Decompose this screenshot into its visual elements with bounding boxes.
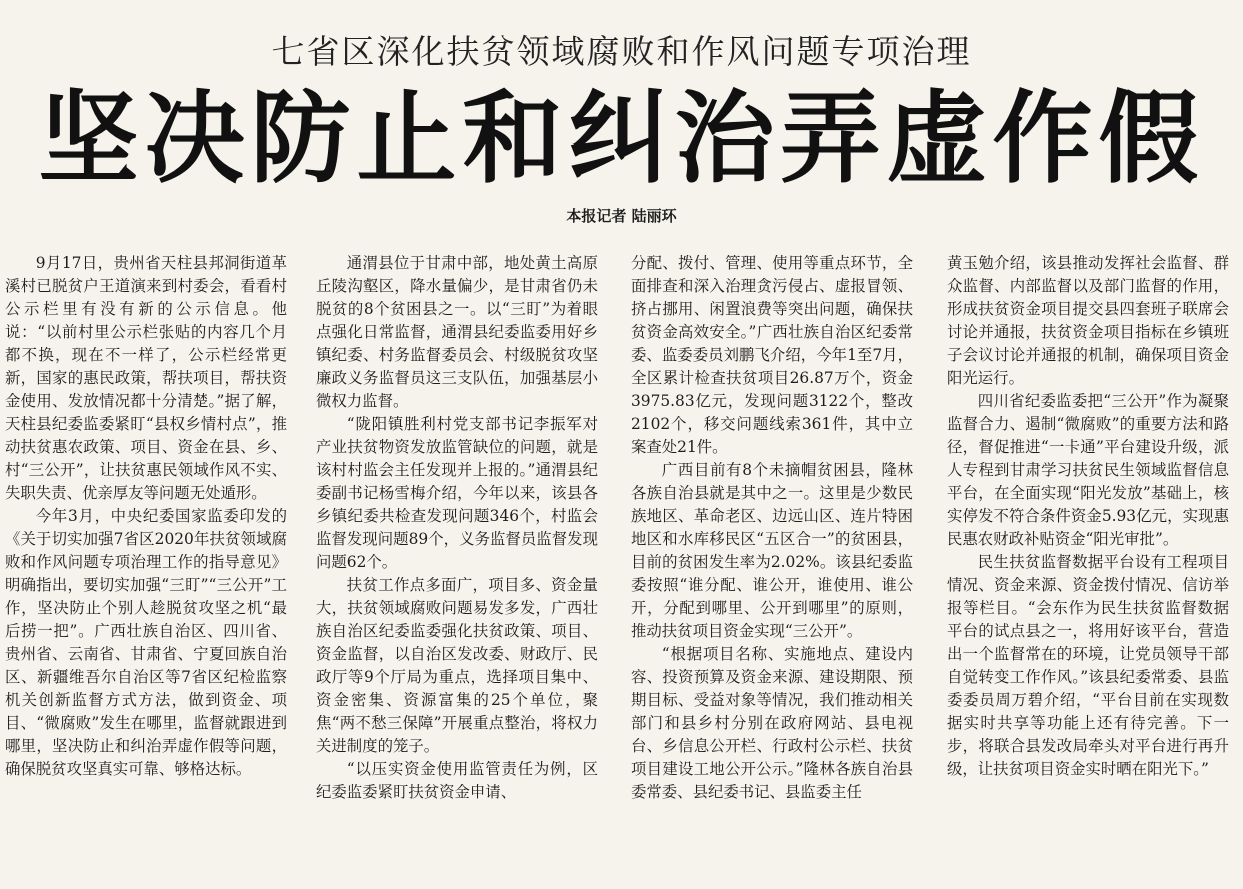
paragraph: “根据项目名称、实施地点、建设内容、投资预算及资金来源、建设期限、预期目标、受益对象等情况，我们推动相关部门和县乡村分别在政府网站、县电视台、乡信息公开栏、行政村公示栏、扶贫项目建设工地公开公示。”隆林各族自治县委常委、县纪委书记、县监委主任 <box>631 645 913 801</box>
paragraph: 扶贫工作点多面广，项目多、资金量大，扶贫领域腐败问题易发多发，广西壮族自治区纪委监委强化扶贫政策、项目、资金监督，以自治区发改委、财政厅、民政厅等9个厅局为重点，选择项目集中、资金密集、资源富集的25个单位，聚焦“两不愁三保障”开展重点整治，将权力关进制度的笼子。 <box>316 576 598 755</box>
article-column-4 <box>947 252 1229 889</box>
byline: 本报记者 陆丽环 <box>566 207 677 225</box>
paragraph: 四川省纪委监委把“三公开”作为凝聚监督合力、遏制“微腐败”的重要方法和路径，督促推进“一卡通”平台建设升级，派人专程到甘肃学习扶贫民生领域监督信息平台，在全面实现“阳光发放”基础上，核实停发不符合条件资金5.93亿元，实现惠民惠农财政补贴资金“阳光审批”。 <box>947 392 1229 548</box>
paragraph: 9月17日，贵州省天柱县邦洞街道革溪村已脱贫户王道演来到村委会，看看村公示栏里有没有新的公示信息。他说：“以前村里公示栏张贴的内容几个月都不换，现在不一样了，公示栏经常更新，国家的惠民政策，帮扶项目，帮扶资金使用、发放情况都十分清楚。”据了解，天柱县纪委监委紧盯“县权乡情村点”，推动扶贫惠农政策、项目、资金在县、乡、村“三公开”，让扶贫惠民领域作风不实、失职失责、优亲厚友等问题无处遁形。 <box>5 254 287 502</box>
article-column-3 <box>631 252 913 889</box>
paragraph: “陇阳镇胜利村党支部书记李振军对产业扶贫物资发放监管缺位的问题，就是该村村监会主任发现并上报的。”通渭县纪委副书记杨雪梅介绍，今年以来，该县各乡镇纪委共检查发现问题346个，村监会监督发现问题89个，义务监督员监督发现问题62个。 <box>316 415 598 571</box>
article-column-2 <box>316 252 598 889</box>
paragraph: 民生扶贫监督数据平台设有工程项目情况、资金来源、资金拨付情况、信访举报等栏目。“会东作为民生扶贫监督数据平台的试点县之一，将用好该平台，营造出一个监督常在的环境，让党员领导干部自觉转变工作作风。”该县纪委常委、县监委委员周万碧介绍，“平台目前在实现数据实时共享等功能上还有待完善。下一步，将联合县发改局牵头对平台进行再升级，让扶贫项目资金实时晒在阳光下。” <box>947 553 1229 778</box>
paragraph: 通渭县位于甘肃中部，地处黄土高原丘陵沟壑区，降水量偏少，是甘肃省仍未脱贫的8个贫困县之一。以“三盯”为着眼点强化日常监督，通渭县纪委监委用好乡镇纪委、村务监督委员会、村级脱贫攻坚廉政义务监督员这三支队伍，加强基层小微权力监督。 <box>316 254 598 410</box>
paragraph: 黄玉勉介绍，该县推动发挥社会监督、群众监督、内部监督以及部门监督的作用，形成扶贫资金项目提交县四套班子联席会讨论并通报，扶贫资金项目指标在乡镇班子会议讨论并通报的机制，确保项目资金阳光运行。 <box>947 254 1229 387</box>
headline: 坚决防止和纠治弄虚作假 <box>38 80 1205 197</box>
kicker-title: 七省区深化扶贫领域腐败和作风问题专项治理 <box>271 32 972 71</box>
paragraph: 今年3月，中央纪委国家监委印发的《关于切实加强7省区2020年扶贫领域腐败和作风问题专项治理工作的指导意见》明确指出，要切实加强“三盯”“三公开”工作，坚决防止个别人趁脱贫攻坚之机“最后捞一把”。广西壮族自治区、四川省、贵州省、云南省、甘肃省、宁夏回族自治区、新疆维吾尔自治区等7省区纪检监察机关创新监督方式方法，做到资金、项目、“微腐败”发生在哪里，监督就跟进到哪里，坚决防止和纠治弄虚作假等问题，确保脱贫攻坚真实可靠、够格达标。 <box>5 507 287 778</box>
paragraph: 分配、拨付、管理、使用等重点环节，全面排查和深入治理贪污侵占、虚报冒领、挤占挪用、闲置浪费等突出问题，确保扶贫资金高效安全。”广西壮族自治区纪委常委、监委委员刘鹏飞介绍，今年1至7月，全区累计检查扶贫项目26.87万个，资金3975.83亿元，发现问题3122个，整改2102个，移交问题线索361件，其中立案查处21件。 <box>631 254 913 456</box>
paragraph: 广西目前有8个未摘帽贫困县，隆林各族自治县就是其中之一。这里是少数民族地区、革命老区、边远山区、连片特困地区和水库移民区“五区合一”的贫困县，目前的贫困发生率为2.02%。该县纪委监委按照“谁分配、谁公开，谁使用、谁公开，分配到哪里、公开到哪里”的原则，推动扶贫项目资金实现“三公开”。 <box>631 461 913 640</box>
article-column-1 <box>5 252 287 889</box>
paragraph: “以压实资金使用监管责任为例，区纪委监委紧盯扶贫资金申请、 <box>316 760 598 801</box>
